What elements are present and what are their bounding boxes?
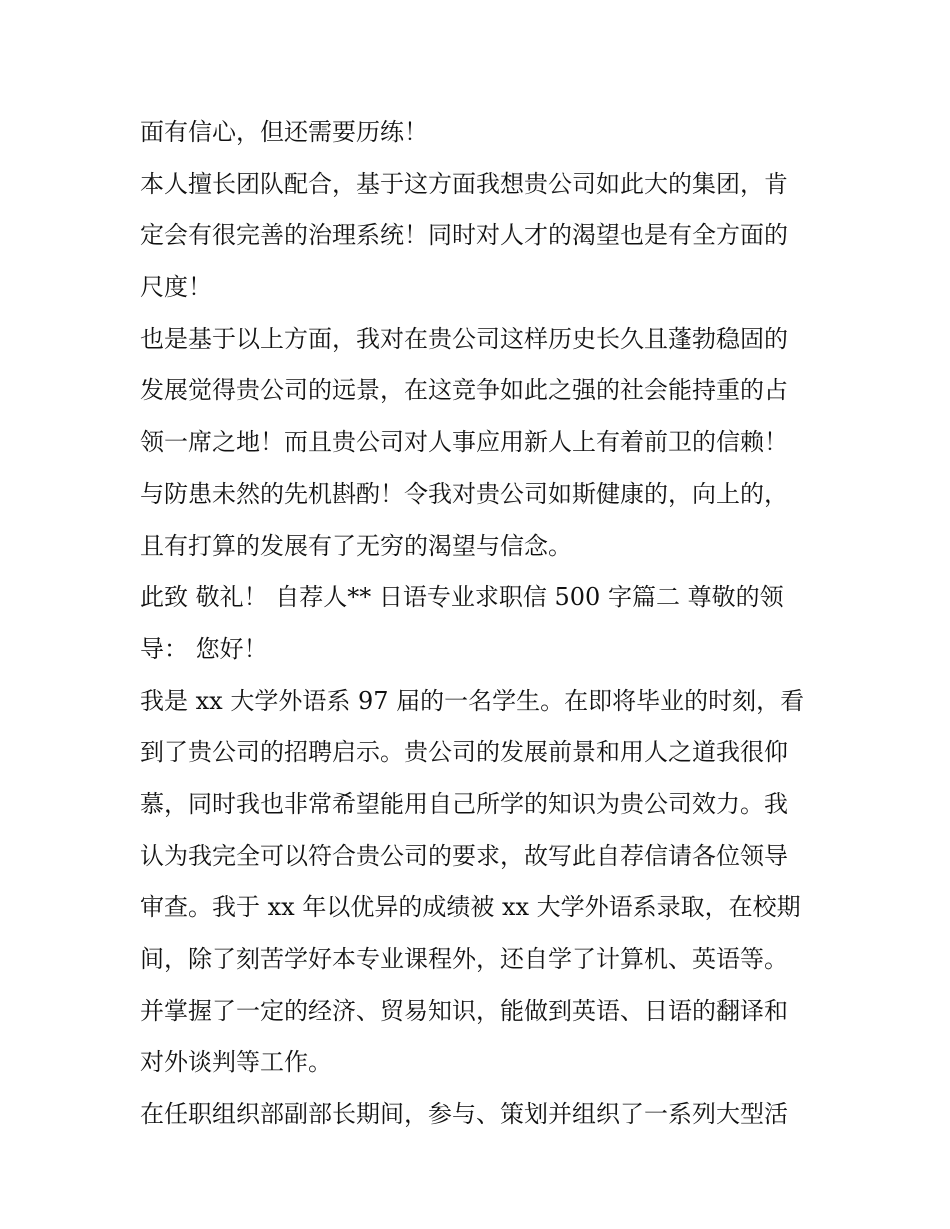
text-line: 间，除了刻苦学好本专业课程外，还自学了计算机、英语等。 xyxy=(140,945,788,973)
paragraph-3 xyxy=(140,314,815,572)
paragraph-1 xyxy=(140,107,815,159)
text-line: 且有打算的发展有了无穷的渴望与信念。 xyxy=(140,531,572,560)
text-line: 发展觉得贵公司的远景，在这竞争如此之强的社会能持重的占 xyxy=(140,376,788,405)
text-line: 到了贵公司的招聘启示。贵公司的发展前景和用人之道我很仰 xyxy=(140,738,788,767)
text-line: 面有信心，但还需要历练！ xyxy=(140,118,428,146)
text-line: 对外谈判等工作。 xyxy=(140,1048,332,1077)
text-line: 本人擅长团队配合，基于这方面我想贵公司如此大的集团，肯 xyxy=(140,169,788,198)
text-line: 认为我完全可以符合贵公司的要求，故写此自荐信请各位领导 xyxy=(140,841,788,870)
text-line: 慕，同时我也非常希望能用自己所学的知识为贵公司效力。我 xyxy=(140,789,788,818)
paragraph-2 xyxy=(140,159,815,314)
document-body xyxy=(140,107,815,1141)
text-line: 此致 敬礼！ 自荐人** 日语专业求职信 500 字篇二 尊敬的领 xyxy=(140,583,784,612)
text-line: 与防患未然的先机斟酌！令我对贵公司如斯健康的，向上的， xyxy=(140,479,788,508)
paragraph-5 xyxy=(140,676,815,1090)
text-line: 在任职组织部副部长期间，参与、策划并组织了一系列大型活 xyxy=(140,1100,788,1129)
text-line: 也是基于以上方面，我对在贵公司这样历史长久且蓬勃稳固的 xyxy=(140,324,788,353)
text-line: 我是 xx 大学外语系 97 届的一名学生。在即将毕业的时刻，看 xyxy=(140,686,805,715)
text-line: 导： 您好！ xyxy=(140,634,268,663)
paragraph-4-closing-and-heading xyxy=(140,572,815,675)
paragraph-6 xyxy=(140,1089,815,1141)
text-line: 领一席之地！而且贵公司对人事应用新人上有着前卫的信赖！ xyxy=(140,428,788,457)
text-line: 审查。我于 xx 年以优异的成绩被 xx 大学外语系录取，在校期 xyxy=(140,893,801,922)
text-line: 并掌握了一定的经济、贸易知识，能做到英语、日语的翻译和 xyxy=(140,996,788,1025)
text-line: 尺度！ xyxy=(140,273,212,302)
text-line: 定会有很完善的治理系统！同时对人才的渴望也是有全方面的 xyxy=(140,221,788,250)
